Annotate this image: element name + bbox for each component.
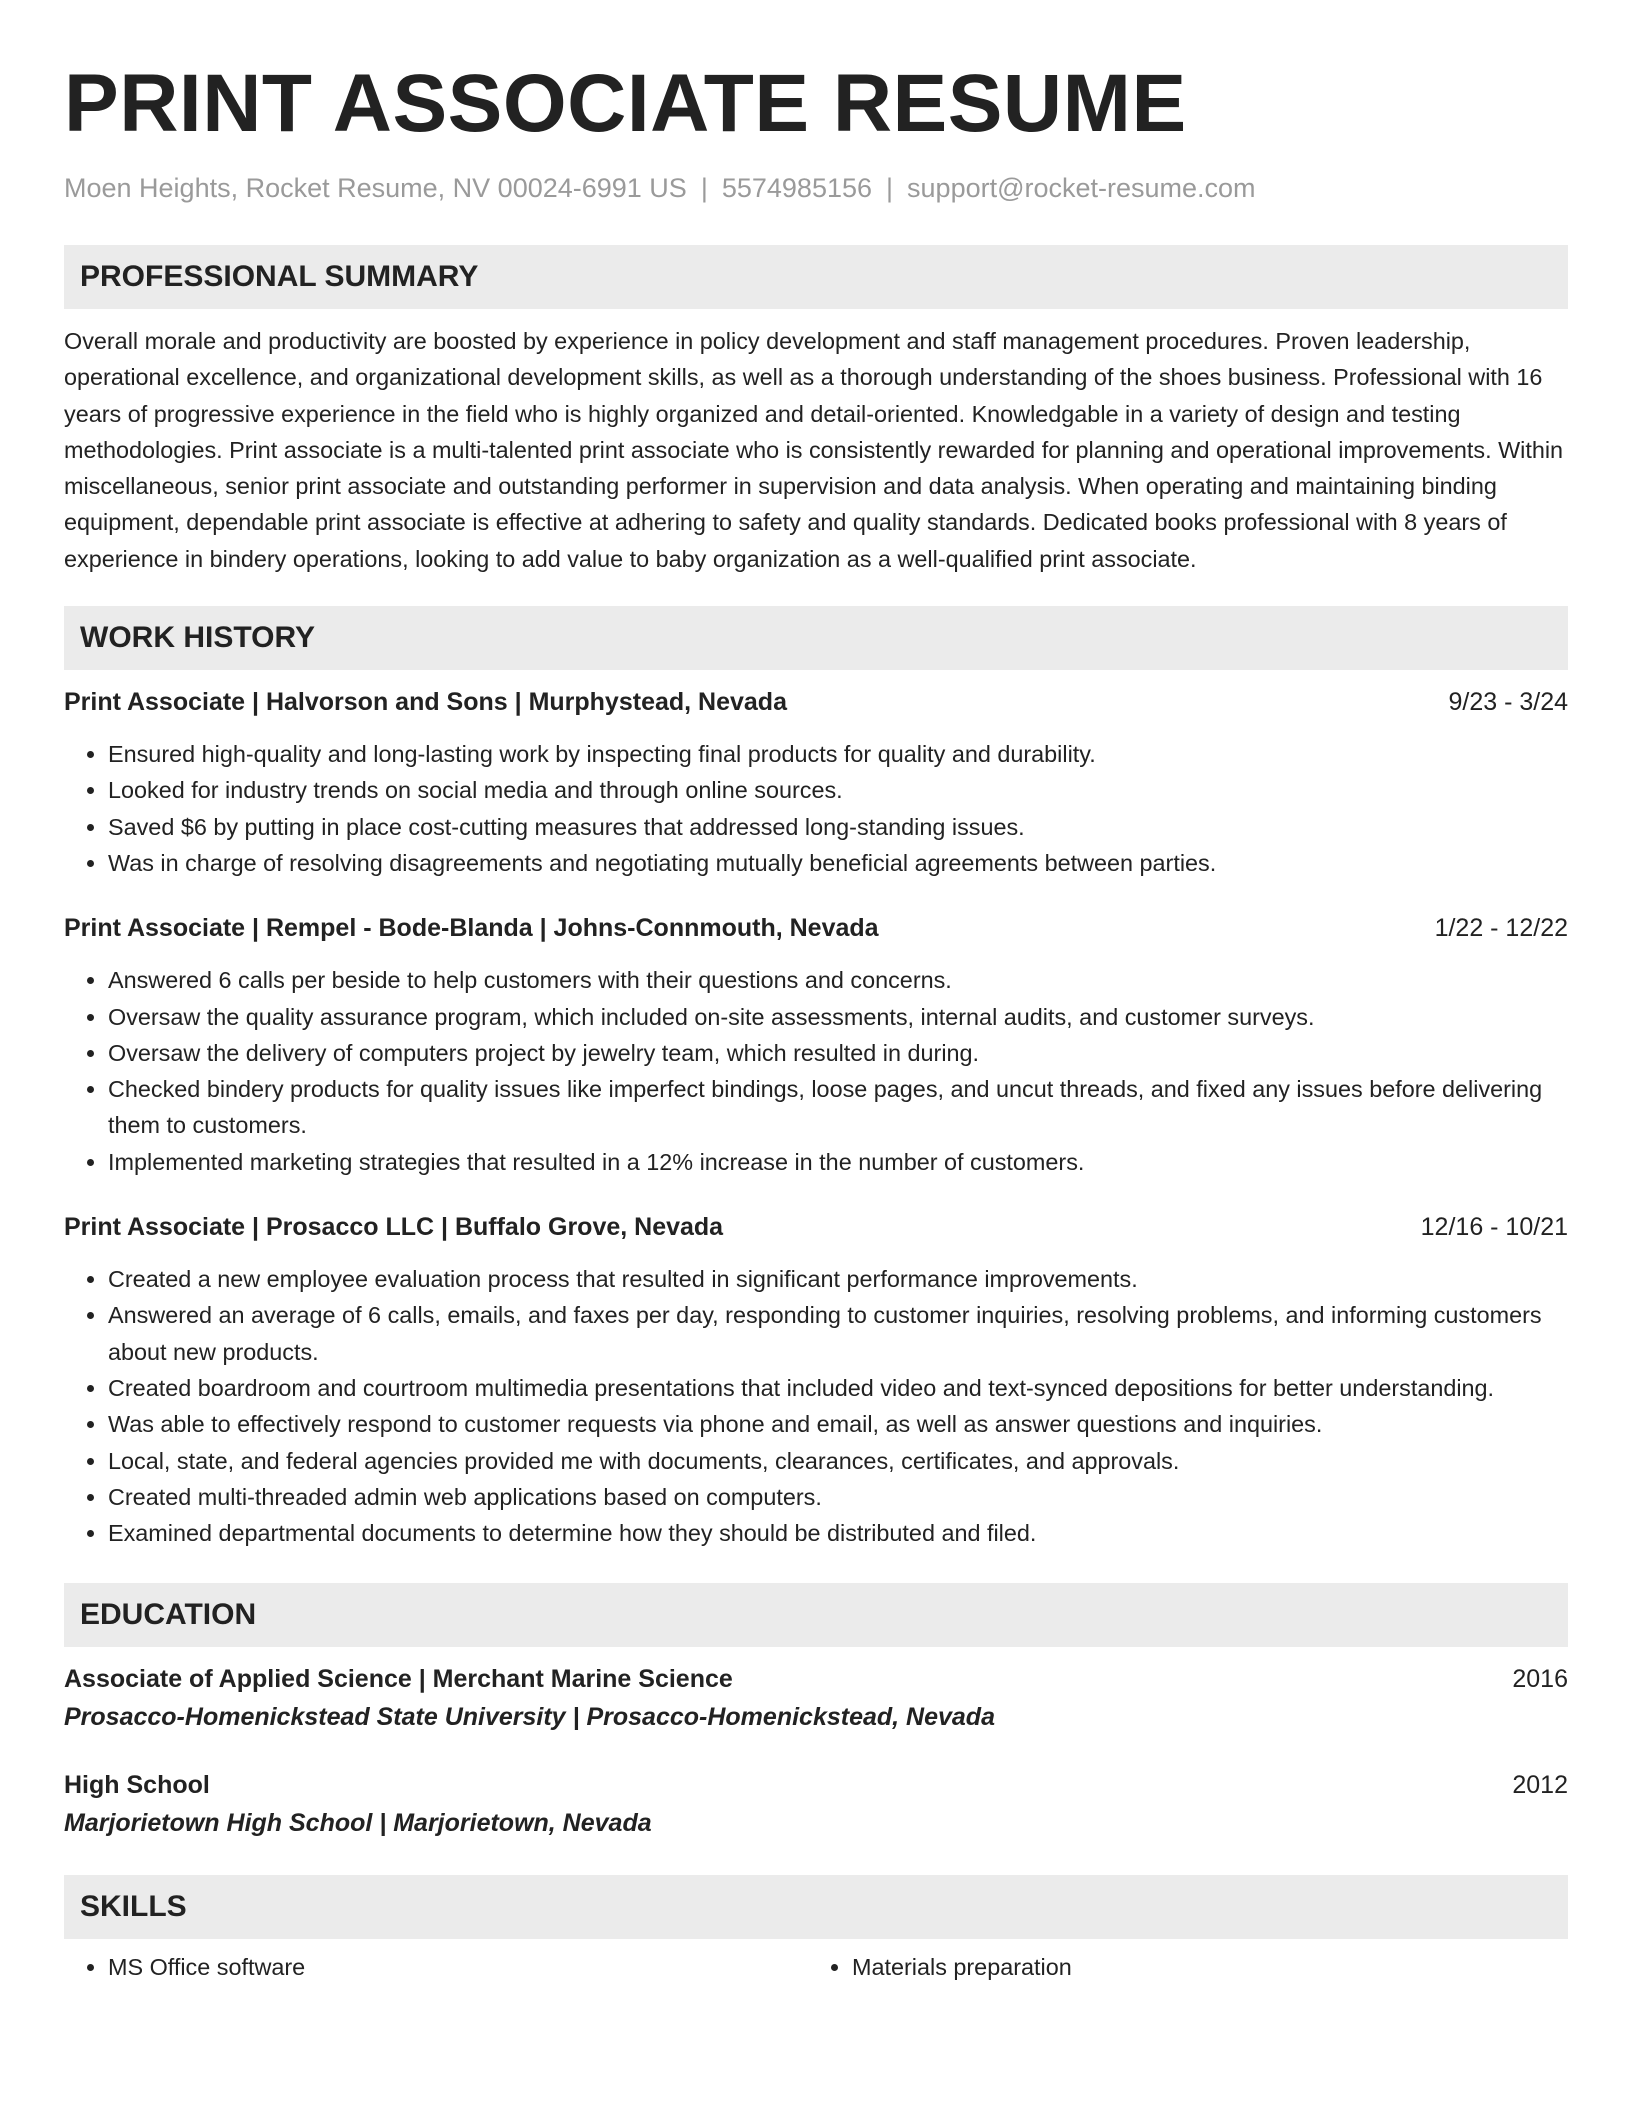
section-heading-education: EDUCATION — [64, 1583, 1568, 1647]
skill-item: • Materials preparation — [852, 1949, 1552, 1985]
education-header — [64, 1661, 1568, 1697]
job-bullet: • Was able to effectively respond to customer requests via phone and email, as well as answer questions and inquiries. — [108, 1406, 1568, 1442]
job-entry — [64, 910, 1568, 1180]
education-degree: Associate of Applied Science | Merchant Marine Science — [64, 1665, 733, 1694]
resume-page — [64, 0, 1568, 1986]
job-bullet: • Saved $6 by putting in place cost-cutting measures that addressed long-standing issues. — [108, 809, 1568, 845]
education-year: 2016 — [1512, 1665, 1568, 1694]
contact-line — [64, 170, 1568, 206]
job-bullet: • Checked bindery products for quality issues like imperfect bindings, loose pages, and uncut threads, and fixed any issues before delivering them to customers. — [108, 1071, 1568, 1144]
contact-separator: | — [700, 173, 708, 203]
job-bullets — [64, 1261, 1568, 1551]
job-bullet: • Created boardroom and courtroom multimedia presentations that included video and text-synced depositions for better understanding. — [108, 1370, 1568, 1406]
job-title: Print Associate | Rempel - Bode-Blanda | Johns-Connmouth, Nevada — [64, 914, 879, 943]
contact-address: Moen Heights, Rocket Resume, NV 00024-6991 US — [64, 173, 687, 203]
job-header — [64, 910, 1568, 946]
job-bullet: • Was in charge of resolving disagreements and negotiating mutually beneficial agreements between parties. — [108, 845, 1568, 881]
job-bullet: • Created a new employee evaluation process that resulted in significant performance improvements. — [108, 1261, 1568, 1297]
job-bullets — [64, 962, 1568, 1180]
job-bullet: • Ensured high-quality and long-lasting work by inspecting final products for quality and durability. — [108, 736, 1568, 772]
job-bullet: • Local, state, and federal agencies provided me with documents, clearances, certificates, and approvals. — [108, 1443, 1568, 1479]
job-entry — [64, 684, 1568, 881]
job-dates: 1/22 - 12/22 — [1434, 914, 1568, 943]
resume-title: PRINT ASSOCIATE RESUME — [64, 58, 1187, 149]
job-entry — [64, 1209, 1568, 1551]
education-school: Prosacco-Homenickstead State University | Prosacco-Homenickstead, Nevada — [64, 1703, 995, 1732]
education-degree: High School — [64, 1771, 210, 1800]
job-bullet: • Examined departmental documents to determine how they should be distributed and filed. — [108, 1515, 1568, 1551]
job-bullet: • Answered an average of 6 calls, emails, and faxes per day, responding to customer inquiries, resolving problems, and informing customers about new products. — [108, 1297, 1568, 1370]
job-bullet: • Oversaw the delivery of computers project by jewelry team, which resulted in during. — [108, 1035, 1568, 1071]
job-title: Print Associate | Halvorson and Sons | Murphystead, Nevada — [64, 688, 787, 717]
contact-separator: | — [886, 173, 894, 203]
education-entry — [64, 1661, 1568, 1737]
job-bullet: • Oversaw the quality assurance program, which included on-site assessments, internal audits, and customer surveys. — [108, 999, 1568, 1035]
contact-email: support@rocket-resume.com — [907, 173, 1256, 203]
summary-text: Overall morale and productivity are boosted by experience in policy development and staff management procedures. Proven leadership, operational excellence, and organizational development skills, as well as a thorough understanding of the shoes business. Professional with 16 years of progressive experience in the field who is highly organized and detail-oriented. Knowledgable in a variety of design and testing methodologies. Print associate is a multi-talented print associate who is consistently rewarded for planning and operational improvements. Within miscellaneous, senior print associate and outstanding performer in supervision and data analysis. When operating and maintaining binding equipment, dependable print associate is effective at adhering to safety and quality standards. Dedicated books professional with 8 years of experience in bindery operations, looking to add value to baby organization as a well-qualified print associate. — [64, 328, 1564, 572]
education-entry — [64, 1767, 1568, 1843]
education-header — [64, 1767, 1568, 1803]
contact-phone: 5574985156 — [721, 173, 873, 203]
section-heading-skills: SKILLS — [64, 1875, 1568, 1939]
job-bullet: • Looked for industry trends on social media and through online sources. — [108, 772, 1568, 808]
section-heading-summary: PROFESSIONAL SUMMARY — [64, 245, 1568, 309]
job-bullet: • Created multi-threaded admin web applications based on computers. — [108, 1479, 1568, 1515]
job-bullets — [64, 736, 1568, 881]
job-header — [64, 1209, 1568, 1245]
section-heading-work-history: WORK HISTORY — [64, 606, 1568, 670]
skills-list — [64, 1949, 1568, 1985]
job-bullet: • Answered 6 calls per beside to help customers with their questions and concerns. — [108, 962, 1568, 998]
job-title: Print Associate | Prosacco LLC | Buffalo Grove, Nevada — [64, 1213, 724, 1242]
education-school: Marjorietown High School | Marjorietown, Nevada — [64, 1809, 652, 1838]
skill-item: • MS Office software — [108, 1949, 808, 1985]
job-bullet: • Implemented marketing strategies that resulted in a 12% increase in the number of customers. — [108, 1144, 1568, 1180]
job-dates: 12/16 - 10/21 — [1420, 1213, 1568, 1242]
job-header — [64, 684, 1568, 720]
skills-column-left — [64, 1949, 808, 1985]
job-dates: 9/23 - 3/24 — [1448, 688, 1568, 717]
education-year: 2012 — [1512, 1771, 1568, 1800]
skills-column-right — [808, 1949, 1552, 1985]
